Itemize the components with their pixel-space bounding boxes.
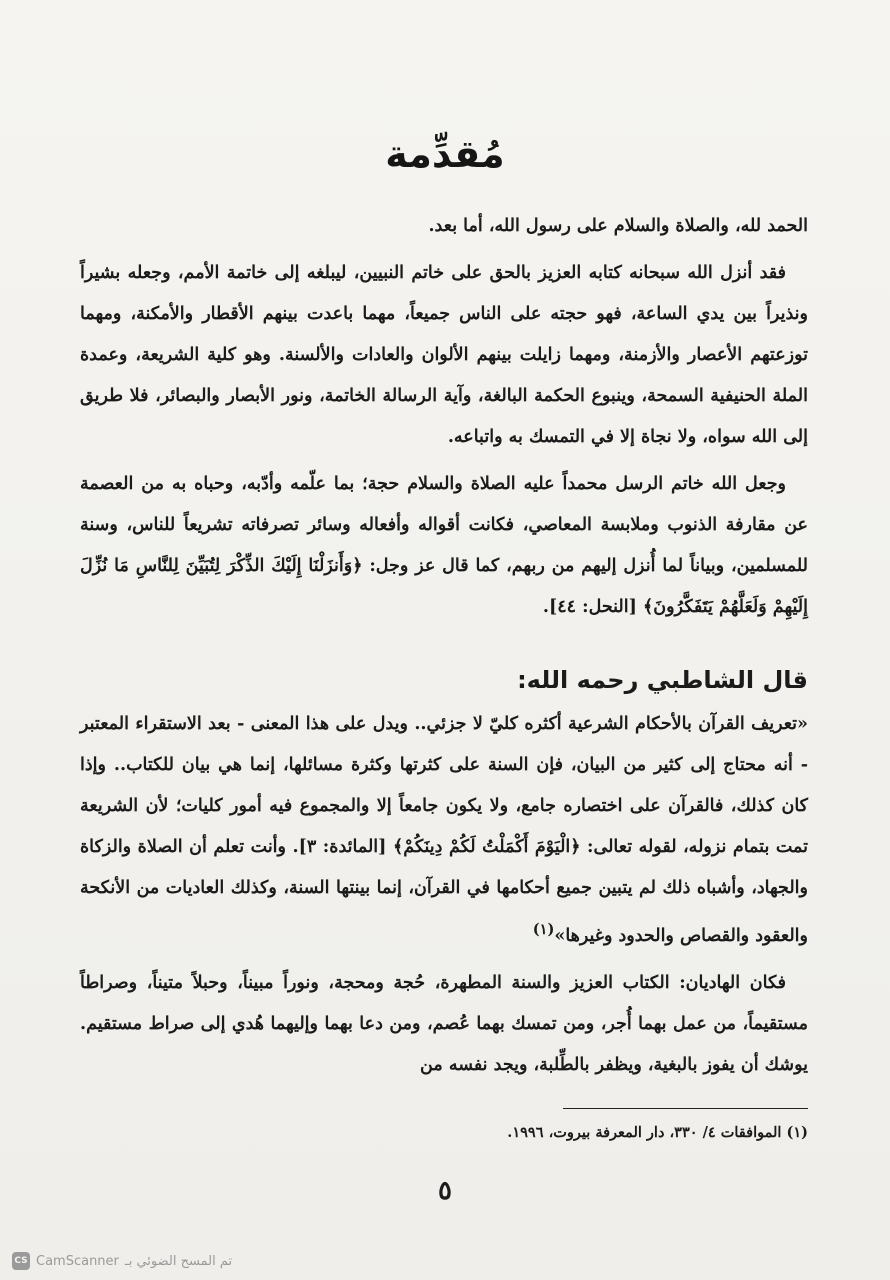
shatibi-quote [80, 704, 808, 957]
quote-text-a: «تعريف القرآن بالأحكام الشرعية أكثره كليّ لا جزئي.. ويدل على هذا المعنى - بعد الاستقراء المعتبر - أنه محتاج إلى كثير من البيان، فإن السنة على كثرتها وكثرة مسائلها، إنما هي بيان للكتاب.. وإذا كان كذلك، فالقرآن على اختصاره جامع، ولا يكون جامعاً إلا والمجموع فيه أمور كليات؛ لأن الشريعة تمت بتمام نزوله، لقوله تعالى: [80, 714, 809, 857]
watermark-arabic: تم المسح الضوئي بـ [124, 1253, 233, 1269]
quote-text-b: وأنت تعلم أن الصلاة والزكاة والجهاد، وأشباه ذلك لم يتبين جميع أحكامها في القرآن، إنما بينتها السنة، وكذلك العاديات من الأنكحة والعقود والقصاص والحدود وغيرها» [80, 837, 808, 946]
verse-reference-nahl: [النحل: ٤٤]. [542, 597, 637, 617]
intro-paragraph-2: فقد أنزل الله سبحانه كتابه العزيز بالحق على خاتم النبيين، ليبلغه إلى خاتمة الأمم، وجعله بشيراً ونذيراً بين يدي الساعة، فهو حجته على الناس جميعاً، مهما باعدت بينهم الأقطار والأمكنة، ومهما توزعتهم الأعصار والأزمنة، ومهما زايلت بينهم الألوان والعادات والألسنة. وهو كلية الشريعة، وعمدة الملة الحنيفية السمحة، وينبوع الحكمة البالغة، وآية الرسالة الخاتمة، ونور الأبصار والبصائر، فلا طريق إلى الله سواه، ولا نجاة إلا في التمسك به واتباعه. [80, 263, 808, 447]
scanner-watermark [12, 1252, 232, 1270]
footnote-marker: (١) [532, 921, 555, 938]
verse-reference-maidah: [المائدة: ٣]. [292, 837, 387, 857]
quran-verse-nahl: ﴿وَأَنزَلْنَا إِلَيْكَ الذِّكْرَ لِتُبَيِّنَ لِلنَّاسِ مَا نُزِّلَ إِلَيْهِمْ وَلَعَلَّهُمْ يَتَفَكَّرُونَ﴾ [80, 556, 808, 617]
quran-verse-maidah: ﴿الْيَوْمَ أَكْمَلْتُ لَكُمْ دِينَكُمْ﴾ [392, 837, 581, 857]
camscanner-logo-icon: CS [12, 1252, 30, 1270]
page-number: ٥ [438, 1176, 452, 1206]
section-heading: قال الشاطبي رحمه الله: [517, 666, 808, 694]
watermark-brand: CamScanner [36, 1253, 119, 1269]
intro-paragraph-3 [80, 464, 808, 628]
intro-paragraph-3-text: وجعل الله خاتم الرسل محمداً عليه الصلاة والسلام حجة؛ بما علّمه وأدّبه، وحباه به من العصمة عن مقارفة الذنوب وملابسة المعاصي، فكانت أقواله وأفعاله وسائر تصرفاته تشريعاً للناس، وسنة للمسلمين، وبياناً لما أُنزل إليهم من ربهم، كما قال عز وجل: [80, 474, 809, 576]
intro-body [80, 206, 808, 634]
footnote-divider [563, 1108, 808, 1109]
intro-paragraph-1: الحمد لله، والصلاة والسلام على رسول الله، أما بعد. [428, 216, 808, 236]
page-title: مُقدِّمة [385, 132, 505, 176]
quote-body [80, 704, 808, 1092]
footnote: (١) الموافقات ٤/ ٣٣٠، دار المعرفة بيروت، ١٩٩٦. [507, 1124, 808, 1141]
closing-paragraph: فكان الهاديان: الكتاب العزيز والسنة المطهرة، حُجة ومحجة، ونوراً مبيناً، وحبلاً متيناً، وصراطاً مستقيماً، من عمل بهما أُجر، ومن تمسك بهما عُصم، ومن دعا بهما وإليهما هُدي إلى صراط مستقيم. يوشك أن يفوز بالبغية، ويظفر بالطِّلبة، ويجد نفسه من [80, 972, 808, 1075]
